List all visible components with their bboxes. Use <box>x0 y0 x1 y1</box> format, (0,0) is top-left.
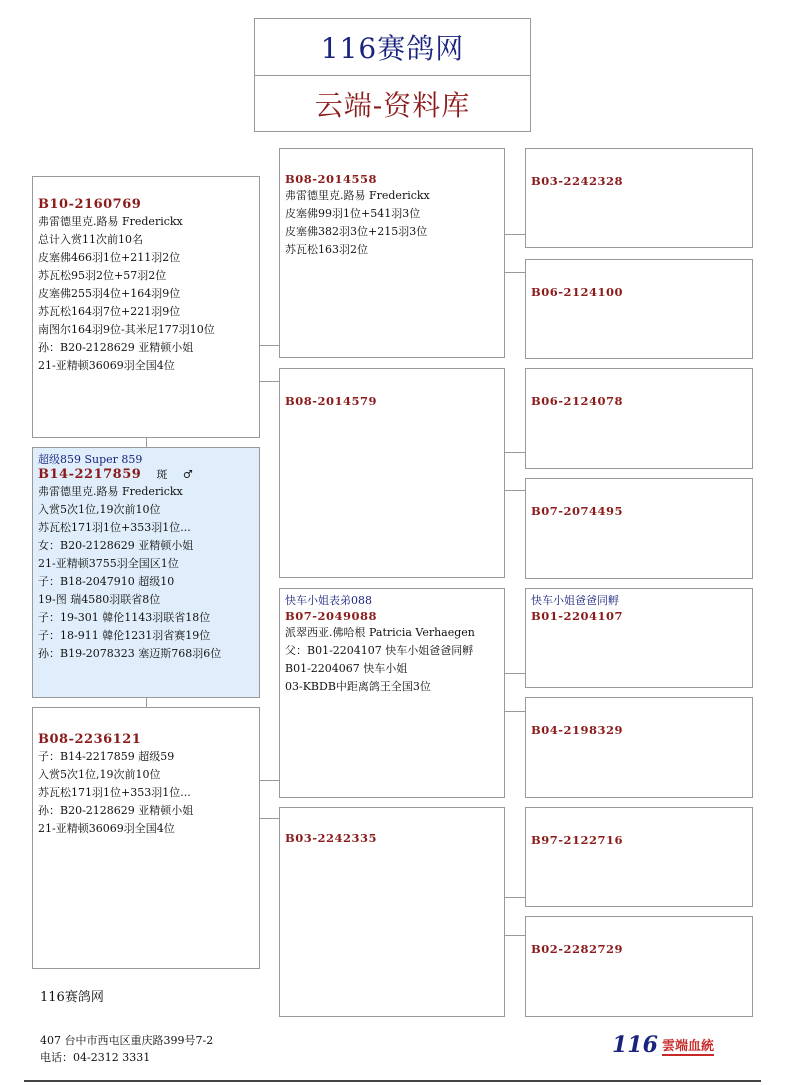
dam-line: 21-亚精顿36069羽全国4位 <box>38 822 175 835</box>
grandsire-maternal-line: 派翠西亚.佛哈根 Patricia Verhaegen <box>285 626 475 639</box>
grandsire-paternal-ring: B08-2014558 <box>285 172 378 186</box>
great-grandparent-ring: B07-2074495 <box>531 504 624 518</box>
grandsire-maternal-tag: 快车小姐表弟088 <box>285 594 372 607</box>
connector-sire-sd <box>259 381 279 382</box>
footer-address: 407 台中市西屯区重庆路399号7-2 <box>40 1034 214 1047</box>
connector-ds-g6 <box>504 711 525 712</box>
sire-line: 皮塞佛466羽1位+211羽2位 <box>38 251 181 264</box>
grandsire-maternal-line: B01-2204067 快车小姐 <box>285 662 408 675</box>
grandsire-maternal-line: 父：B01-2204107 快车小姐爸爸同孵 <box>285 644 474 657</box>
great-grandparent-1-box[interactable] <box>525 148 753 248</box>
grandsire-paternal-box[interactable] <box>279 148 505 358</box>
subject-line: 19-图 瑞4580羽联省8位 <box>38 593 161 606</box>
dam-box[interactable] <box>32 707 260 969</box>
dam-line: 子：B14-2217859 超级59 <box>38 750 175 763</box>
granddam-maternal-box[interactable] <box>279 807 505 1017</box>
subject-tag: 超级859 Super 859 <box>38 453 143 466</box>
great-grandparent-5-box[interactable] <box>525 588 753 688</box>
sire-ring: B10-2160769 <box>38 197 142 212</box>
db-title: 云端-资料库 <box>314 88 471 122</box>
sire-line: 南图尔164羽9位-其米尼177羽10位 <box>38 323 215 336</box>
grandsire-paternal-line: 皮塞佛99羽1位+541羽3位 <box>285 207 421 220</box>
footer-phone: 电话：04-2312 3331 <box>40 1051 151 1064</box>
connector-sire-ss <box>259 345 279 346</box>
connector-subject-dam <box>146 697 147 707</box>
sire-line: 孙：B20-2128629 亚精顿小姐 <box>38 341 194 354</box>
connector-ds-g5 <box>504 673 525 674</box>
subject-ring-row <box>38 467 254 483</box>
connector-sd-g3 <box>504 452 525 453</box>
subject-box[interactable] <box>32 447 260 698</box>
sire-line: 总计入赏11次前10名 <box>38 233 143 246</box>
db-title-row <box>255 75 530 131</box>
dam-line: 入赏5次1位,19次前10位 <box>38 768 161 781</box>
connector-sd-g4 <box>504 490 525 491</box>
great-grandparent-3-box[interactable] <box>525 368 753 469</box>
great-grandparent-8-box[interactable] <box>525 916 753 1017</box>
connector-dam-dd <box>259 818 279 819</box>
great-grandparent-2-box[interactable] <box>525 259 753 359</box>
grandsire-maternal-ring: B07-2049088 <box>285 609 378 623</box>
site-title-row <box>255 19 530 75</box>
granddam-maternal-ring: B03-2242335 <box>285 831 378 845</box>
dam-line: 苏瓦松171羽1位+353羽1位... <box>38 786 191 799</box>
footer-contact <box>40 1032 213 1066</box>
subject-color: 斑 <box>156 468 168 481</box>
connector-dd-g7 <box>504 897 525 898</box>
subject-line: 苏瓦松171羽1位+353羽1位... <box>38 521 191 534</box>
sire-box[interactable] <box>32 176 260 438</box>
great-grandparent-ring: B03-2242328 <box>531 174 624 188</box>
granddam-paternal-box[interactable] <box>279 368 505 578</box>
connector-dam-ds <box>259 780 279 781</box>
subject-line: 弗雷德里克.路易 Frederickx <box>38 485 183 498</box>
great-grandparent-7-box[interactable] <box>525 807 753 907</box>
subject-line: 子：19-301 韓伦1143羽联省18位 <box>38 611 211 624</box>
bottom-divider <box>24 1080 761 1082</box>
header-box <box>254 18 531 132</box>
logo-text: 雲端血統 <box>662 1035 714 1056</box>
logo-number: 116 <box>612 1032 658 1058</box>
great-grandparent-6-box[interactable] <box>525 697 753 798</box>
sire-line: 苏瓦松164羽7位+221羽9位 <box>38 305 181 318</box>
grandsire-paternal-line: 皮塞佛382羽3位+215羽3位 <box>285 225 428 238</box>
sire-line: 苏瓦松95羽2位+57羽2位 <box>38 269 167 282</box>
grandsire-paternal-line: 苏瓦松163羽2位 <box>285 243 368 256</box>
subject-line: 子：B18-2047910 超级10 <box>38 575 175 588</box>
great-grandparent-ring: B01-2204107 <box>531 609 624 623</box>
sire-line: 皮塞佛255羽4位+164羽9位 <box>38 287 181 300</box>
grandsire-paternal-line: 弗雷德里克.路易 Frederickx <box>285 189 430 202</box>
great-grandparent-ring: B06-2124078 <box>531 394 624 408</box>
sire-line: 21-亚精顿36069羽全国4位 <box>38 359 175 372</box>
great-grandparent-tag: 快车小姐爸爸同孵 <box>531 594 619 607</box>
dam-line: 孙：B20-2128629 亚精顿小姐 <box>38 804 194 817</box>
site-title: 116赛鸽网 <box>320 32 465 65</box>
male-icon: ♂ <box>182 468 194 481</box>
footer-site-name: 116赛鸽网 <box>40 990 104 1005</box>
subject-line: 孙：B19-2078323 塞迈斯768羽6位 <box>38 647 222 660</box>
great-grandparent-4-box[interactable] <box>525 478 753 579</box>
subject-line: 子：18-911 韓伦1231羽省赛19位 <box>38 629 211 642</box>
subject-line: 女：B20-2128629 亚精顿小姐 <box>38 539 194 552</box>
subject-ring: B14-2217859 <box>38 467 142 482</box>
great-grandparent-ring: B04-2198329 <box>531 723 624 737</box>
great-grandparent-ring: B02-2282729 <box>531 942 624 956</box>
subject-line: 21-亚精顿3755羽全国区1位 <box>38 557 179 570</box>
connector-dd-g8 <box>504 935 525 936</box>
granddam-paternal-ring: B08-2014579 <box>285 394 378 408</box>
grandsire-maternal-line: 03-KBDB中距离鸽王全国3位 <box>285 680 431 693</box>
connector-ss-g1 <box>504 234 525 235</box>
sire-line: 弗雷德里克.路易 Frederickx <box>38 215 183 228</box>
subject-line: 入赏5次1位,19次前10位 <box>38 503 161 516</box>
great-grandparent-ring: B97-2122716 <box>531 833 624 847</box>
dam-ring: B08-2236121 <box>38 732 142 747</box>
great-grandparent-ring: B06-2124100 <box>531 285 624 299</box>
brand-logo[interactable] <box>612 1028 714 1058</box>
connector-ss-g2 <box>504 272 525 273</box>
connector-sire-subject <box>146 437 147 447</box>
grandsire-maternal-box[interactable] <box>279 588 505 798</box>
